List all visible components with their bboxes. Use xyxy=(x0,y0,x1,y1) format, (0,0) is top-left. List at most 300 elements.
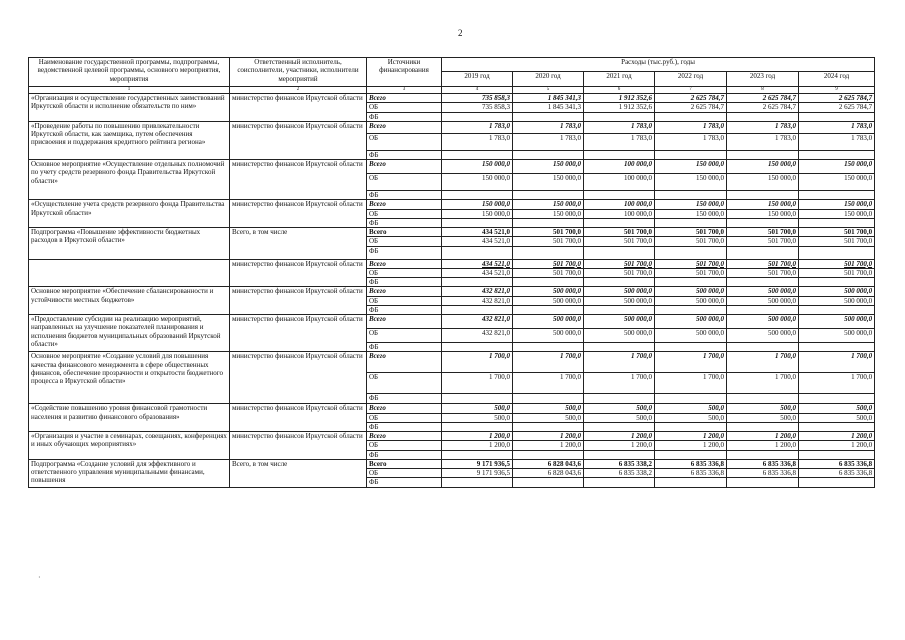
expense-value: 501 700,0 xyxy=(655,228,727,237)
expense-value: 1 700,0 xyxy=(655,373,727,394)
expense-value xyxy=(513,191,584,200)
expense-value xyxy=(655,394,727,404)
expense-value xyxy=(799,305,875,314)
table-row xyxy=(29,459,875,468)
funding-source: Всего xyxy=(367,287,442,296)
expense-value: 150 000,0 xyxy=(799,174,875,191)
expense-value: 500,0 xyxy=(442,413,513,422)
expense-value: 1 200,0 xyxy=(442,441,513,450)
expense-value: 1 200,0 xyxy=(442,432,513,441)
expense-value xyxy=(799,422,875,431)
activity-name: «Организация и участие в семинарах, совещаниях, конференциях и иных обучающих мероприятиях» xyxy=(29,432,230,460)
expense-value: 434 521,0 xyxy=(442,228,513,237)
funding-source: Всего xyxy=(367,432,442,441)
responsible-executor: Всего, в том числе xyxy=(230,228,367,260)
responsible-executor: министерство финансов Иркутской области xyxy=(230,200,367,228)
expense-value: 150 000,0 xyxy=(655,160,727,174)
expense-value xyxy=(799,343,875,352)
expense-value xyxy=(442,450,513,459)
expense-value: 501 700,0 xyxy=(584,228,655,237)
expense-value: 6 835 336,8 xyxy=(655,459,727,468)
expense-value xyxy=(442,218,513,227)
expense-value: 500,0 xyxy=(584,413,655,422)
funding-source: ФБ xyxy=(367,478,442,487)
funding-source: ФБ xyxy=(367,394,442,404)
expense-value: 500 000,0 xyxy=(584,315,655,329)
table-row xyxy=(29,404,875,413)
activity-name xyxy=(29,259,230,287)
expense-value xyxy=(799,478,875,487)
header-name-column: Наименование государственной программы, подпрограммы, ведомственной целевой программы, основного мероприятия, мероприятия xyxy=(29,58,230,87)
expense-value: 150 000,0 xyxy=(513,200,584,209)
expense-value xyxy=(655,478,727,487)
expense-value: 432 821,0 xyxy=(442,287,513,296)
expense-value: 432 821,0 xyxy=(442,329,513,343)
column-number: 1 xyxy=(29,87,230,94)
expense-value xyxy=(584,246,655,259)
expense-value: 501 700,0 xyxy=(584,259,655,268)
expense-value: 1 700,0 xyxy=(727,373,799,394)
column-number: 4 xyxy=(442,87,513,94)
expense-value xyxy=(655,191,727,200)
funding-source: Всего xyxy=(367,121,442,133)
expense-value: 150 000,0 xyxy=(727,200,799,209)
expense-value: 500 000,0 xyxy=(655,287,727,296)
expense-value: 500,0 xyxy=(655,404,727,413)
expense-value: 150 000,0 xyxy=(727,160,799,174)
expense-value: 501 700,0 xyxy=(584,268,655,277)
expense-value: 1 700,0 xyxy=(442,373,513,394)
expense-value: 6 835 336,8 xyxy=(727,459,799,468)
expense-value xyxy=(442,150,513,159)
header-expenses: Расходы (тыс.руб.), годы xyxy=(442,58,875,72)
expense-value xyxy=(584,112,655,121)
scan-dot: · xyxy=(38,573,41,582)
funding-source: ФБ xyxy=(367,450,442,459)
header-year: 2024 год xyxy=(799,72,875,87)
expense-value xyxy=(584,305,655,314)
expense-value: 6 835 338,2 xyxy=(584,459,655,468)
expense-value: 501 700,0 xyxy=(513,268,584,277)
expense-value: 500 000,0 xyxy=(584,329,655,343)
expense-value: 150 000,0 xyxy=(799,209,875,218)
expense-value: 500 000,0 xyxy=(799,315,875,329)
header-executor-column: Ответственный исполнитель, соисполнители, участники, исполнители мероприятий xyxy=(230,58,367,87)
funding-source: ФБ xyxy=(367,191,442,200)
header-year: 2021 год xyxy=(584,72,655,87)
expense-value: 500,0 xyxy=(799,404,875,413)
expense-value: 500,0 xyxy=(727,404,799,413)
activity-name: «Содействие повышению уровня финансовой грамотности населения и развитию финансового образования» xyxy=(29,404,230,432)
table-body xyxy=(29,94,875,488)
expense-value xyxy=(655,450,727,459)
funding-source: Всего xyxy=(367,404,442,413)
column-number: 3 xyxy=(367,87,442,94)
expense-value xyxy=(442,278,513,287)
expense-value xyxy=(584,422,655,431)
funding-source: Всего xyxy=(367,259,442,268)
expense-value: 1 783,0 xyxy=(442,121,513,133)
expense-value: 501 700,0 xyxy=(513,259,584,268)
expense-value xyxy=(799,278,875,287)
funding-source: ОБ xyxy=(367,413,442,422)
expense-value xyxy=(799,191,875,200)
expense-value: 434 521,0 xyxy=(442,259,513,268)
expense-value: 150 000,0 xyxy=(513,160,584,174)
funding-source: ОБ xyxy=(367,441,442,450)
activity-name: «Организация и осуществление государственных заимствований Иркутской области и исполнение обязательств по ним» xyxy=(29,94,230,122)
table-row xyxy=(29,287,875,296)
expense-value xyxy=(655,150,727,159)
expense-value: 500,0 xyxy=(513,413,584,422)
expense-value: 501 700,0 xyxy=(584,237,655,246)
expense-value xyxy=(727,246,799,259)
funding-source: ФБ xyxy=(367,112,442,121)
expense-value xyxy=(727,278,799,287)
expense-value xyxy=(727,422,799,431)
responsible-executor: министерство финансов Иркутской области xyxy=(230,259,367,287)
expense-value: 9 171 936,5 xyxy=(442,459,513,468)
expense-value: 1 200,0 xyxy=(513,441,584,450)
table-row xyxy=(29,259,875,268)
expense-value xyxy=(727,394,799,404)
expense-value: 501 700,0 xyxy=(727,237,799,246)
expense-value: 501 700,0 xyxy=(799,259,875,268)
header-year: 2019 год xyxy=(442,72,513,87)
expense-value xyxy=(655,422,727,431)
expense-value: 500,0 xyxy=(584,404,655,413)
expense-value: 100 000,0 xyxy=(584,174,655,191)
expense-value: 150 000,0 xyxy=(442,200,513,209)
table-row xyxy=(29,121,875,133)
expense-value: 500 000,0 xyxy=(513,329,584,343)
expense-value xyxy=(799,112,875,121)
expense-value: 1 783,0 xyxy=(799,121,875,133)
expense-value xyxy=(799,394,875,404)
expense-value xyxy=(727,343,799,352)
expense-value xyxy=(442,478,513,487)
expense-value: 500 000,0 xyxy=(727,287,799,296)
expense-value: 2 625 784,7 xyxy=(799,94,875,103)
expense-value: 6 828 043,6 xyxy=(513,459,584,468)
expense-value xyxy=(442,112,513,121)
expense-value: 1 700,0 xyxy=(799,352,875,373)
expense-value: 6 835 336,8 xyxy=(655,469,727,478)
expense-value: 1 700,0 xyxy=(513,373,584,394)
funding-source: ФБ xyxy=(367,246,442,259)
funding-source: ОБ xyxy=(367,268,442,277)
expense-value: 500 000,0 xyxy=(655,296,727,305)
responsible-executor: министерство финансов Иркутской области xyxy=(230,352,367,404)
expense-value: 6 835 336,8 xyxy=(799,459,875,468)
expense-value: 1 700,0 xyxy=(727,352,799,373)
responsible-executor: министерство финансов Иркутской области xyxy=(230,432,367,460)
expense-value: 100 000,0 xyxy=(584,200,655,209)
expense-value: 501 700,0 xyxy=(727,228,799,237)
expense-value xyxy=(584,394,655,404)
expense-value: 2 625 784,7 xyxy=(655,103,727,112)
activity-name: «Проведение работы по повышению привлекательности Иркутской области, как заемщика, путем обеспечения присвоения и поддержания кредитного рейтинга региона» xyxy=(29,121,230,159)
expense-value: 1 783,0 xyxy=(513,121,584,133)
activity-name: «Предоставление субсидии на реализацию мероприятий, направленных на улучшение показателей планирования и исполнения бюджетов муниципальных образований Иркутской области» xyxy=(29,315,230,352)
expense-value: 500 000,0 xyxy=(513,287,584,296)
expense-value: 150 000,0 xyxy=(799,160,875,174)
expense-value xyxy=(727,305,799,314)
expense-value: 432 821,0 xyxy=(442,315,513,329)
expense-value: 1 200,0 xyxy=(584,432,655,441)
header-year: 2023 год xyxy=(727,72,799,87)
expense-value xyxy=(584,478,655,487)
expense-value: 1 200,0 xyxy=(655,432,727,441)
expense-value: 1 200,0 xyxy=(727,441,799,450)
funding-source: Всего xyxy=(367,352,442,373)
expense-value: 500 000,0 xyxy=(655,315,727,329)
activity-name: Основное мероприятие «Создание условий для повышения качества финансового менеджмента в сфере общественных финансов, обеспечение прозрачности и открытости бюджетного процесса в Иркутской области» xyxy=(29,352,230,404)
expense-value: 1 783,0 xyxy=(442,133,513,150)
funding-source: Всего xyxy=(367,228,442,237)
expense-value xyxy=(727,450,799,459)
expense-value: 1 200,0 xyxy=(655,441,727,450)
expense-value: 500 000,0 xyxy=(727,296,799,305)
column-number: 2 xyxy=(230,87,367,94)
funding-source: ОБ xyxy=(367,103,442,112)
expense-value xyxy=(655,246,727,259)
funding-source: Всего xyxy=(367,459,442,468)
expense-value: 501 700,0 xyxy=(513,237,584,246)
funding-source: ОБ xyxy=(367,329,442,343)
responsible-executor: министерство финансов Иркутской области xyxy=(230,94,367,122)
funding-source: ОБ xyxy=(367,296,442,305)
activity-name: Основное мероприятие «Осуществление отдельных полномочий по учету средств резервного фонда Правительства Иркутской области» xyxy=(29,160,230,200)
expense-value: 2 625 784,7 xyxy=(799,103,875,112)
expense-value: 150 000,0 xyxy=(442,209,513,218)
expense-value xyxy=(442,191,513,200)
responsible-executor: министерство финансов Иркутской области xyxy=(230,160,367,200)
expense-value: 150 000,0 xyxy=(513,174,584,191)
expense-value: 501 700,0 xyxy=(655,268,727,277)
expense-value xyxy=(584,278,655,287)
expense-value: 500,0 xyxy=(442,404,513,413)
expense-value xyxy=(513,278,584,287)
funding-source: Всего xyxy=(367,200,442,209)
expense-value xyxy=(513,218,584,227)
expense-value: 501 700,0 xyxy=(799,228,875,237)
expense-value xyxy=(442,394,513,404)
table-row xyxy=(29,94,875,103)
column-number: 6 xyxy=(584,87,655,94)
expense-value: 2 625 784,7 xyxy=(655,94,727,103)
expense-value: 500 000,0 xyxy=(513,315,584,329)
expense-value: 6 835 336,8 xyxy=(727,469,799,478)
expense-value xyxy=(727,218,799,227)
funding-source: ОБ xyxy=(367,373,442,394)
expense-value: 150 000,0 xyxy=(513,209,584,218)
expense-value: 434 521,0 xyxy=(442,268,513,277)
funding-source: ФБ xyxy=(367,218,442,227)
expense-value: 434 521,0 xyxy=(442,237,513,246)
expense-value: 1 783,0 xyxy=(727,121,799,133)
expense-value: 150 000,0 xyxy=(655,209,727,218)
funding-source: Всего xyxy=(367,315,442,329)
expense-value: 150 000,0 xyxy=(727,209,799,218)
expense-value: 6 835 338,2 xyxy=(584,469,655,478)
funding-source: ФБ xyxy=(367,278,442,287)
expense-value: 1 783,0 xyxy=(727,133,799,150)
expense-value: 1 783,0 xyxy=(655,133,727,150)
expense-value: 100 000,0 xyxy=(584,160,655,174)
expense-value: 500 000,0 xyxy=(727,329,799,343)
expense-value: 2 625 784,7 xyxy=(727,103,799,112)
expense-value xyxy=(584,191,655,200)
expense-value: 2 625 784,7 xyxy=(727,94,799,103)
responsible-executor: министерство финансов Иркутской области xyxy=(230,315,367,352)
expense-value: 1 200,0 xyxy=(584,441,655,450)
expense-value: 100 000,0 xyxy=(584,209,655,218)
responsible-executor: министерство финансов Иркутской области xyxy=(230,404,367,432)
expense-value: 9 171 936,5 xyxy=(442,469,513,478)
table-row xyxy=(29,200,875,209)
funding-source: Всего xyxy=(367,94,442,103)
expense-value: 1 700,0 xyxy=(655,352,727,373)
activity-name: Основное мероприятие «Обеспечение сбалансированности и устойчивости местных бюджетов» xyxy=(29,287,230,315)
expense-value xyxy=(584,343,655,352)
expense-value: 500,0 xyxy=(655,413,727,422)
expense-value: 1 845 341,3 xyxy=(513,94,584,103)
expense-value xyxy=(584,218,655,227)
column-number: 8 xyxy=(727,87,799,94)
table-row xyxy=(29,228,875,237)
expense-value: 1 200,0 xyxy=(799,441,875,450)
expense-value xyxy=(513,450,584,459)
expense-value: 6 835 336,8 xyxy=(799,469,875,478)
funding-source: ФБ xyxy=(367,305,442,314)
expense-value xyxy=(584,450,655,459)
expense-value: 6 828 043,6 xyxy=(513,469,584,478)
expense-value: 500,0 xyxy=(727,413,799,422)
funding-source: ФБ xyxy=(367,150,442,159)
expense-value: 1 700,0 xyxy=(513,352,584,373)
table-row xyxy=(29,432,875,441)
expense-value xyxy=(655,343,727,352)
expense-value: 1 783,0 xyxy=(513,133,584,150)
expense-value: 501 700,0 xyxy=(799,268,875,277)
column-number: 5 xyxy=(513,87,584,94)
expense-value xyxy=(442,305,513,314)
expense-value: 500 000,0 xyxy=(799,296,875,305)
expense-value: 1 845 341,3 xyxy=(513,103,584,112)
expense-value: 735 858,3 xyxy=(442,103,513,112)
expense-value: 150 000,0 xyxy=(727,174,799,191)
expense-value xyxy=(655,112,727,121)
activity-name: Подпрограмма «Создание условий для эффективного и ответственного управления муниципальными финансами, повышения xyxy=(29,459,230,487)
expense-value: 501 700,0 xyxy=(513,228,584,237)
expense-value xyxy=(442,422,513,431)
expense-value: 1 783,0 xyxy=(799,133,875,150)
expense-value: 501 700,0 xyxy=(655,259,727,268)
table-row xyxy=(29,352,875,373)
expense-value xyxy=(442,246,513,259)
expense-value: 150 000,0 xyxy=(655,200,727,209)
expense-value: 432 821,0 xyxy=(442,296,513,305)
expense-value: 150 000,0 xyxy=(799,200,875,209)
expense-value: 150 000,0 xyxy=(442,174,513,191)
activity-name: Подпрограмма «Повышение эффективности бюджетных расходов в Иркутской области» xyxy=(29,228,230,260)
expense-value: 150 000,0 xyxy=(655,174,727,191)
expense-value xyxy=(513,150,584,159)
responsible-executor: министерство финансов Иркутской области xyxy=(230,287,367,315)
expense-value: 1 700,0 xyxy=(799,373,875,394)
funding-source: ОБ xyxy=(367,174,442,191)
expense-value: 1 912 352,6 xyxy=(584,103,655,112)
expense-value: 735 858,3 xyxy=(442,94,513,103)
expense-value: 1 783,0 xyxy=(655,121,727,133)
expense-value: 1 700,0 xyxy=(442,352,513,373)
table-row xyxy=(29,315,875,329)
expense-value: 501 700,0 xyxy=(727,268,799,277)
expense-value: 1 200,0 xyxy=(799,432,875,441)
expense-value xyxy=(655,305,727,314)
expense-value xyxy=(655,218,727,227)
expense-value: 1 783,0 xyxy=(584,121,655,133)
header-year: 2022 год xyxy=(655,72,727,87)
expense-value: 501 700,0 xyxy=(727,259,799,268)
expense-value xyxy=(442,343,513,352)
expense-value xyxy=(655,278,727,287)
expense-value: 500 000,0 xyxy=(799,287,875,296)
expense-value xyxy=(799,450,875,459)
expense-value xyxy=(513,343,584,352)
expense-value: 1 200,0 xyxy=(727,432,799,441)
funding-source: ОБ xyxy=(367,469,442,478)
responsible-executor: министерство финансов Иркутской области xyxy=(230,121,367,159)
expense-value xyxy=(513,112,584,121)
page-number: 2 xyxy=(458,28,463,38)
expense-value xyxy=(799,246,875,259)
funding-source: ФБ xyxy=(367,422,442,431)
funding-source: ФБ xyxy=(367,343,442,352)
expense-value xyxy=(799,218,875,227)
expense-value: 1 200,0 xyxy=(513,432,584,441)
expense-value xyxy=(513,478,584,487)
expense-value xyxy=(513,422,584,431)
expense-value: 1 700,0 xyxy=(584,352,655,373)
expense-value xyxy=(799,150,875,159)
table-row xyxy=(29,160,875,174)
column-number: 7 xyxy=(655,87,727,94)
expense-value: 500 000,0 xyxy=(584,287,655,296)
expense-value: 501 700,0 xyxy=(799,237,875,246)
expense-value: 500 000,0 xyxy=(727,315,799,329)
expense-value xyxy=(513,305,584,314)
funding-source: Всего xyxy=(367,160,442,174)
expense-value: 1 700,0 xyxy=(584,373,655,394)
activity-name: «Осуществление учета средств резервного фонда Правительства Иркутской области» xyxy=(29,200,230,228)
expense-value xyxy=(727,112,799,121)
header-year: 2020 год xyxy=(513,72,584,87)
expense-value xyxy=(513,246,584,259)
expense-value: 500 000,0 xyxy=(655,329,727,343)
column-number: 9 xyxy=(799,87,875,94)
expense-value xyxy=(513,394,584,404)
funding-source: ОБ xyxy=(367,237,442,246)
expense-value: 1 912 352,6 xyxy=(584,94,655,103)
expense-value xyxy=(584,150,655,159)
expense-value: 500,0 xyxy=(799,413,875,422)
expense-value: 500 000,0 xyxy=(799,329,875,343)
funding-source: ОБ xyxy=(367,133,442,150)
funding-source: ОБ xyxy=(367,209,442,218)
header-source-column: Источники финансирования xyxy=(367,58,442,87)
